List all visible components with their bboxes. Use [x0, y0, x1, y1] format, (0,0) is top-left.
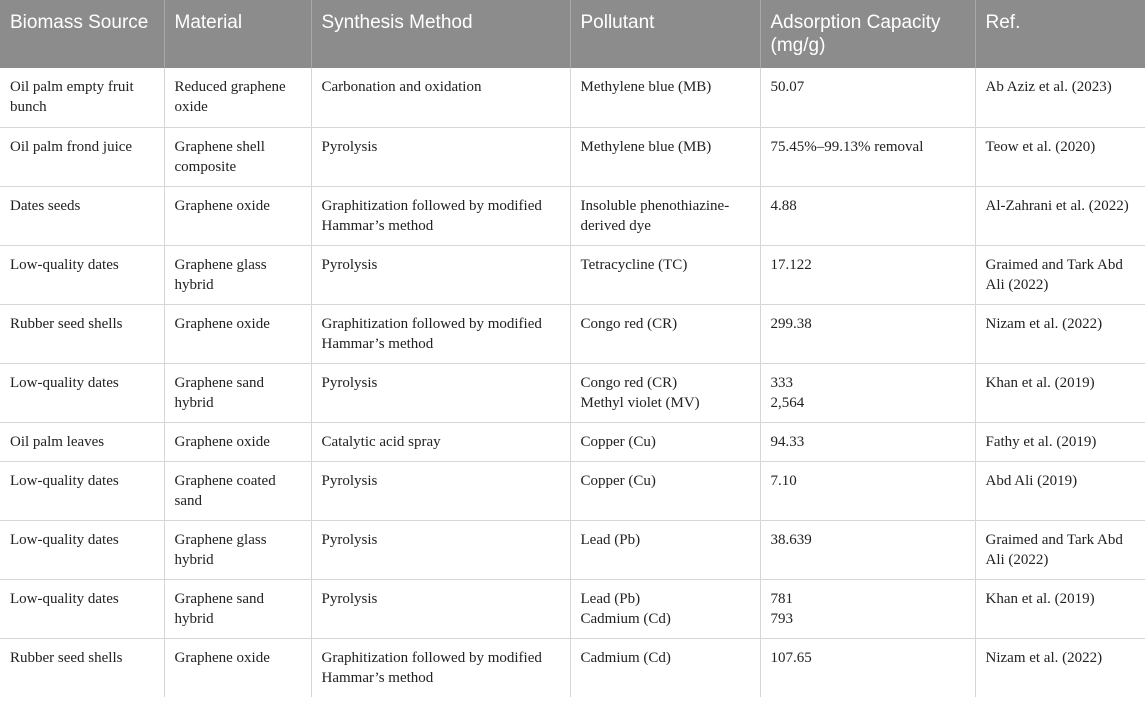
- header-synthesis-method: Synthesis Method: [311, 0, 570, 68]
- cell-ref: Nizam et al. (2022): [985, 649, 1103, 666]
- cell-adsorption-capacity: [760, 520, 975, 579]
- table-row: [0, 638, 1145, 697]
- table-body: [0, 68, 1145, 697]
- capacity-line: 333: [770, 374, 793, 391]
- header-ref: Ref.: [975, 0, 1145, 68]
- cell-pollutant: [570, 520, 760, 579]
- cell-adsorption-capacity: [760, 461, 975, 520]
- capacity-line: 793: [770, 610, 793, 627]
- cell-material: Graphene shell composite: [164, 127, 311, 186]
- pollutant-line: Cadmium (Cd): [580, 610, 671, 627]
- cell-ref: Graimed and Tark Abd Ali (2022): [975, 520, 1145, 579]
- cell-synthesis-method: Pyrolysis: [311, 245, 570, 304]
- pollutant-line: Cadmium (Cd): [580, 649, 671, 666]
- cell-pollutant: [570, 127, 760, 186]
- pollutant-line: Insoluble phenothiazine-derived dye: [580, 197, 730, 234]
- header-pollutant: Pollutant: [570, 0, 760, 68]
- cell-synthesis-method: Pyrolysis: [311, 363, 570, 422]
- cell-adsorption-capacity: [760, 304, 975, 363]
- capacity-line: 38.639: [770, 531, 812, 548]
- capacity-line: 2,564: [770, 394, 805, 411]
- cell-material: Graphene sand hybrid: [164, 579, 311, 638]
- cell-biomass-source: Low-quality dates: [0, 520, 164, 579]
- pollutant-line: Copper (Cu): [580, 433, 656, 450]
- header-material: Material: [164, 0, 311, 68]
- cell-adsorption-capacity: [760, 127, 975, 186]
- cell-pollutant: [570, 363, 760, 422]
- cell-pollutant: [570, 304, 760, 363]
- capacity-line: 299.38: [770, 315, 812, 332]
- cell-synthesis-method: Carbonation and oxidation: [311, 68, 570, 127]
- pollutant-line: Congo red (CR): [580, 374, 678, 391]
- cell-biomass-source: Rubber seed shells: [0, 638, 164, 697]
- cell-material: Graphene coated sand: [164, 461, 311, 520]
- capacity-line: 17.122: [770, 256, 812, 273]
- pollutant-line: Lead (Pb): [580, 590, 641, 607]
- cell-biomass-source: Oil palm frond juice: [0, 127, 164, 186]
- cell-synthesis-method: Pyrolysis: [311, 461, 570, 520]
- table-row: [0, 579, 1145, 638]
- cell-biomass-source: Rubber seed shells: [0, 304, 164, 363]
- cell-pollutant: [570, 579, 760, 638]
- table-row: [0, 363, 1145, 422]
- cell-synthesis-method: Pyrolysis: [311, 127, 570, 186]
- cell-adsorption-capacity: [760, 638, 975, 697]
- cell-ref: Nizam et al. (2022): [975, 304, 1145, 363]
- cell-synthesis-method: Pyrolysis: [311, 579, 570, 638]
- capacity-line: 4.88: [770, 197, 797, 214]
- table-row: [0, 68, 1145, 127]
- cell-material: Graphene oxide: [164, 304, 311, 363]
- cell-synthesis-method: Graphitization followed by modified Hammar’s method: [311, 304, 570, 363]
- cell-adsorption-capacity: [760, 363, 975, 422]
- capacity-line: 7.10: [770, 472, 797, 489]
- cell-biomass-source: Low-quality dates: [0, 245, 164, 304]
- cell-material: Graphene oxide: [164, 638, 311, 697]
- pollutant-line: Methylene blue (MB): [580, 138, 712, 155]
- cell-biomass-source: Oil palm leaves: [0, 422, 164, 461]
- cell-pollutant: [570, 186, 760, 245]
- cell-ref: Teow et al. (2020): [975, 127, 1145, 186]
- capacity-line: 107.65: [770, 649, 812, 666]
- pollutant-line: Congo red (CR): [580, 315, 678, 332]
- cell-pollutant: [570, 638, 760, 697]
- table-row: [0, 520, 1145, 579]
- table-row: [0, 461, 1145, 520]
- table-row: [0, 245, 1145, 304]
- cell-pollutant: [570, 422, 760, 461]
- cell-adsorption-capacity: [760, 68, 975, 127]
- cell-adsorption-capacity: [760, 579, 975, 638]
- cell-synthesis-method: Graphitization followed by modified Hammar’s method: [311, 638, 570, 697]
- cell-material: Reduced graphene oxide: [164, 68, 311, 127]
- cell-ref: Abd Ali (2019): [975, 461, 1145, 520]
- header-biomass-source: Biomass Source: [0, 0, 164, 68]
- capacity-line: 75.45%–99.13% removal: [770, 138, 924, 155]
- cell-biomass-source: Oil palm empty fruit bunch: [0, 68, 164, 127]
- capacity-line: 781: [770, 590, 793, 607]
- cell-material: Graphene oxide: [164, 186, 311, 245]
- cell-biomass-source: Low-quality dates: [0, 461, 164, 520]
- cell-pollutant: [570, 68, 760, 127]
- cell-material: Graphene glass hybrid: [164, 520, 311, 579]
- table-header: [0, 0, 1145, 68]
- pollutant-line: Lead (Pb): [580, 531, 641, 548]
- cell-adsorption-capacity: [760, 186, 975, 245]
- cell-ref: Khan et al. (2019): [975, 579, 1145, 638]
- pollutant-line: Methylene blue (MB): [580, 79, 712, 95]
- header-row: [0, 0, 1145, 68]
- pollutant-line: Methyl violet (MV): [580, 394, 700, 411]
- capacity-line: 50.07: [770, 79, 805, 95]
- cell-ref: Ab Aziz et al. (2023): [975, 68, 1145, 127]
- cell-material: Graphene glass hybrid: [164, 245, 311, 304]
- cell-material: Graphene oxide: [164, 422, 311, 461]
- cell-synthesis-method: Catalytic acid spray: [311, 422, 570, 461]
- cell-ref: Khan et al. (2019): [975, 363, 1145, 422]
- cell-adsorption-capacity: [760, 422, 975, 461]
- table-row: [0, 127, 1145, 186]
- pollutant-line: Copper (Cu): [580, 472, 656, 489]
- cell-biomass-source: Low-quality dates: [0, 363, 164, 422]
- capacity-line: 94.33: [770, 433, 805, 450]
- cell-pollutant: [570, 461, 760, 520]
- cell-biomass-source: Dates seeds: [0, 186, 164, 245]
- cell-material: Graphene sand hybrid: [164, 363, 311, 422]
- cell-adsorption-capacity: [760, 245, 975, 304]
- cell-pollutant: [570, 245, 760, 304]
- header-adsorption-capacity: Adsorption Capacity (mg/g): [760, 0, 975, 68]
- cell-ref: Fathy et al. (2019): [975, 422, 1145, 461]
- table-row: [0, 422, 1145, 461]
- cell-synthesis-method: Pyrolysis: [311, 520, 570, 579]
- cell-ref: Graimed and Tark Abd Ali (2022): [975, 245, 1145, 304]
- cell-biomass-source: Low-quality dates: [0, 579, 164, 638]
- table-row: [0, 304, 1145, 363]
- table-row: [0, 186, 1145, 245]
- cell-ref: Al-Zahrani et al. (2022): [975, 186, 1145, 245]
- cell-synthesis-method: Graphitization followed by modified Hammar’s method: [311, 186, 570, 245]
- pollutant-line: Tetracycline (TC): [580, 256, 688, 273]
